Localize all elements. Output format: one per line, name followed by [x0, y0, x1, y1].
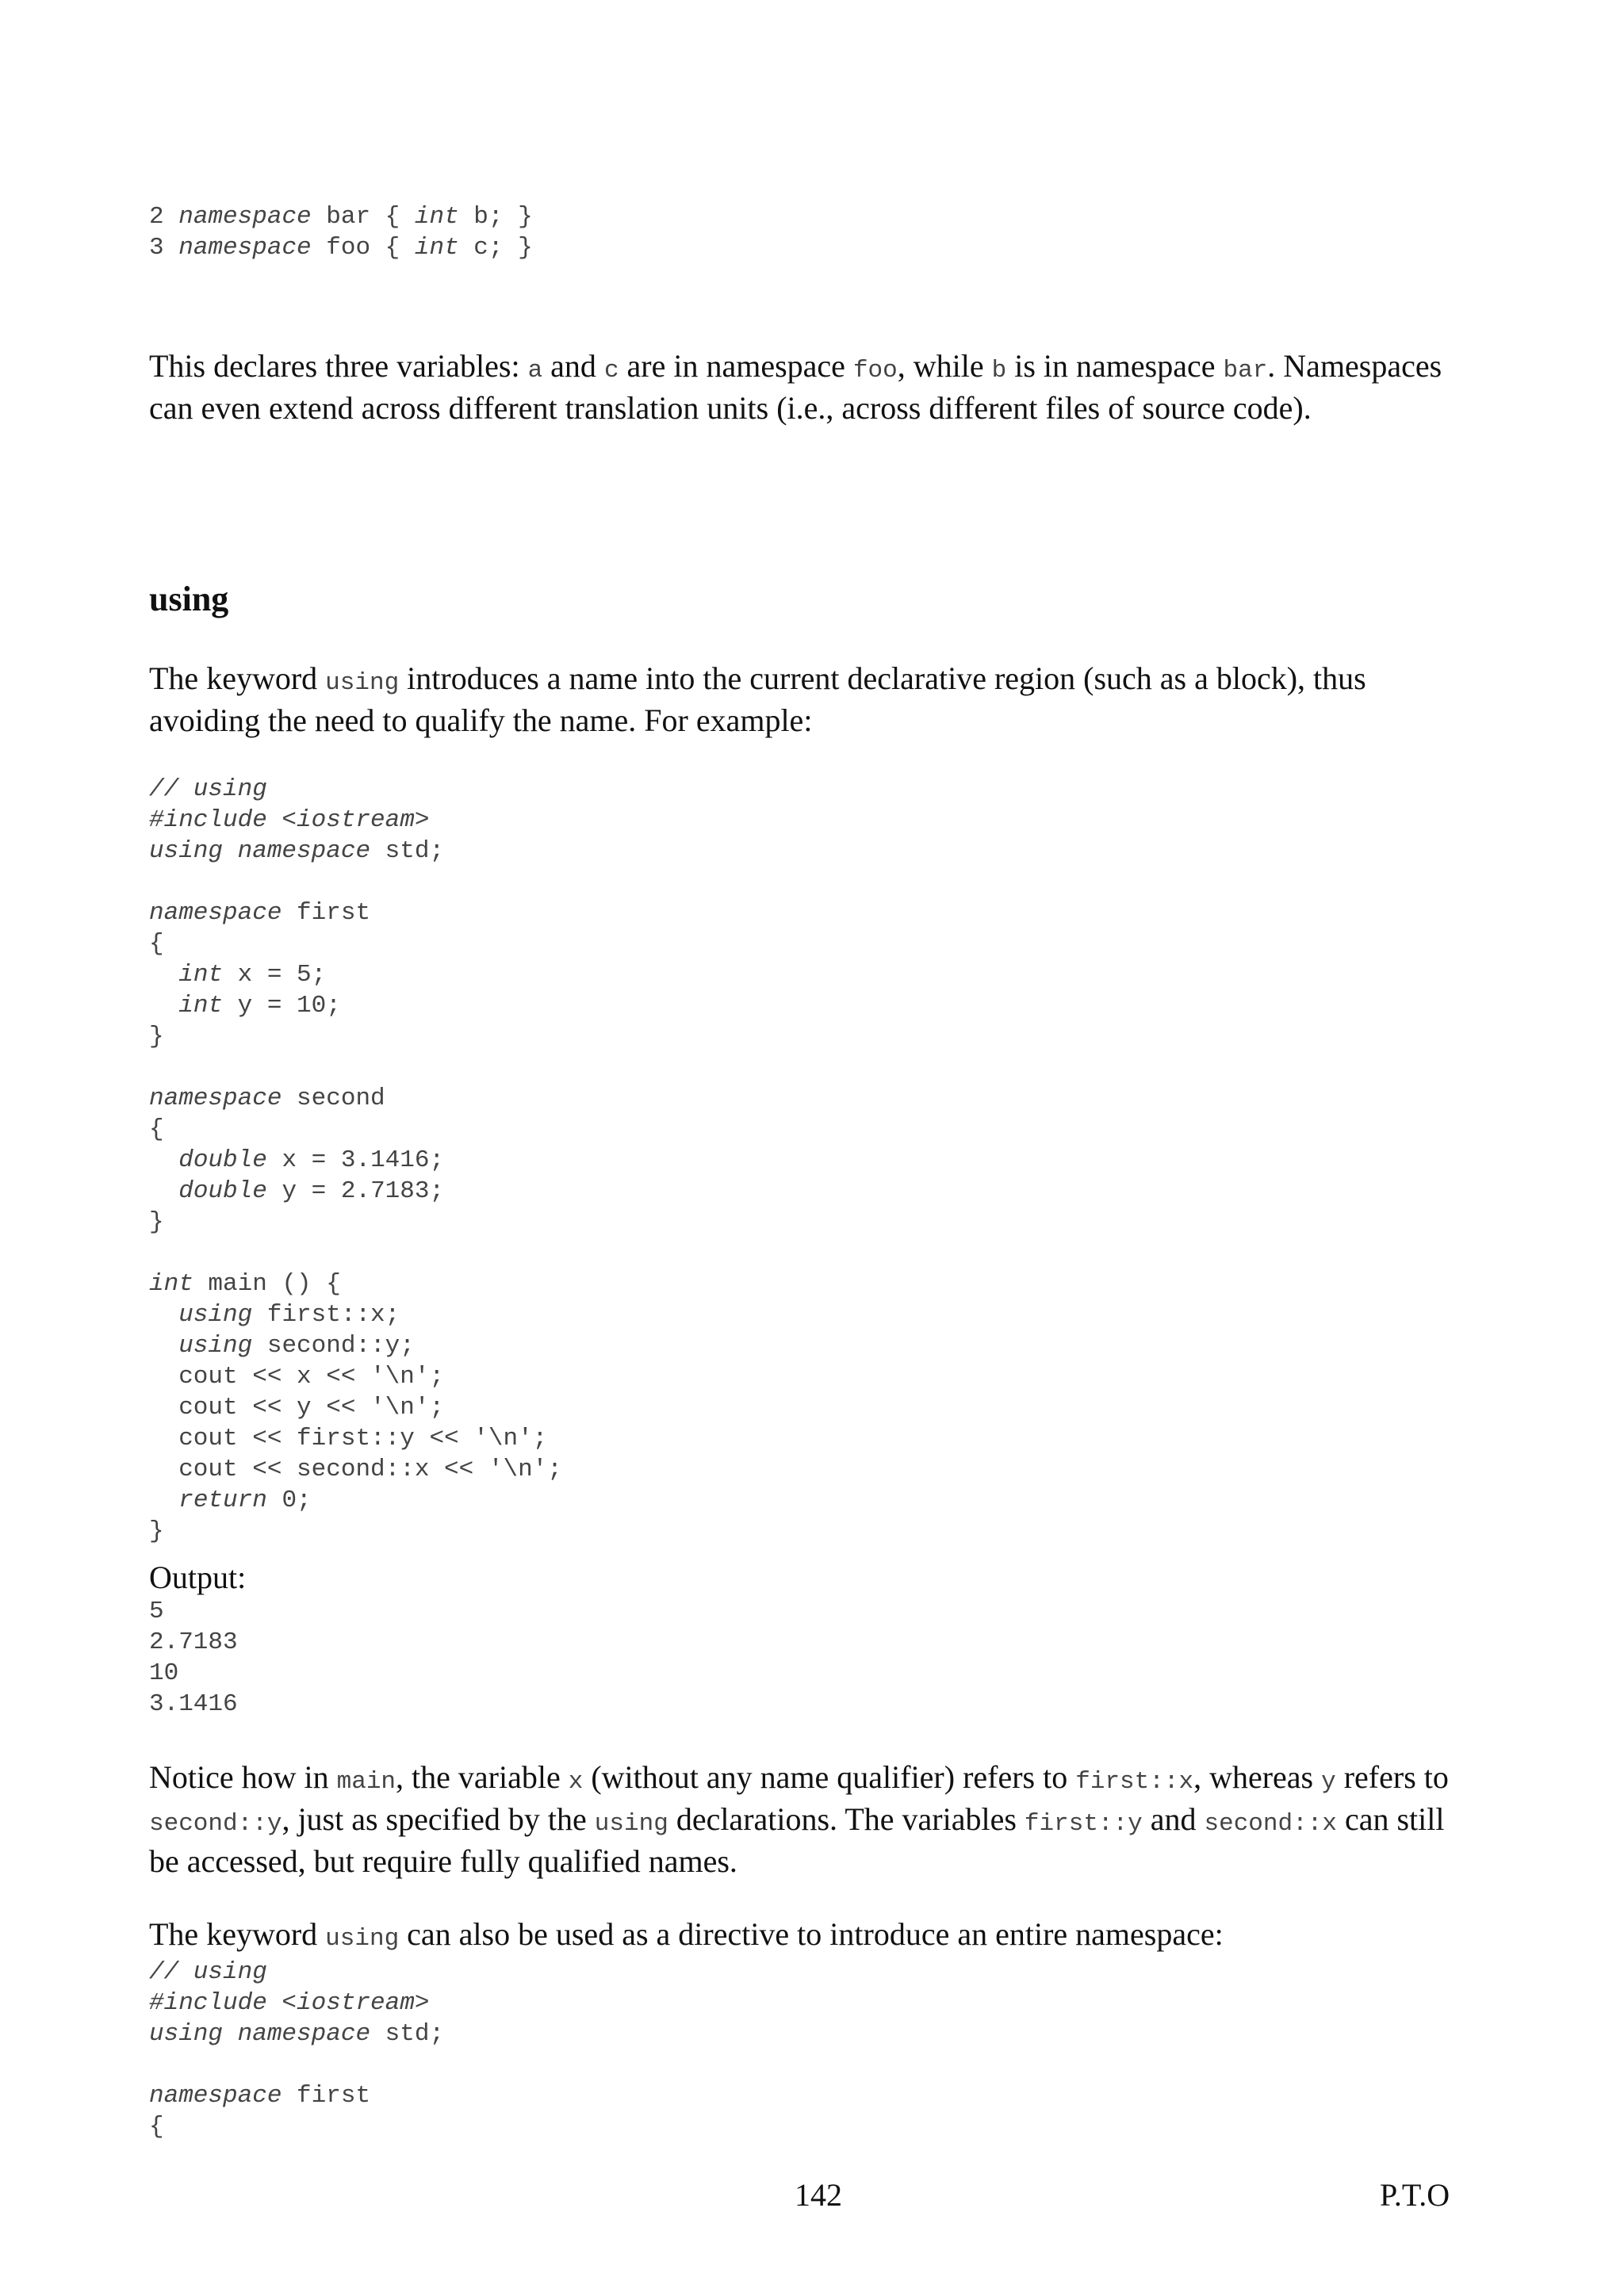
paragraph-namespaces: This declares three variables: a and c are in namespace foo, while b is in namespace bar. Namespaces can even extend across different translation units (i.e., across different files of source code). — [149, 348, 1442, 426]
code-example-using-directive — [149, 1957, 1465, 2142]
code-text: cout << first::y << '\n'; — [149, 1425, 548, 1452]
code-line — [149, 1299, 1465, 1330]
code-line — [149, 2019, 1465, 2049]
code-line — [149, 1021, 1465, 1052]
code-line — [149, 1361, 1465, 1392]
code-text: y = 2.7183; — [266, 1177, 445, 1205]
code-text: cout << y << '\n'; — [149, 1394, 445, 1422]
code-line — [149, 928, 1465, 959]
code-text: cout << second::x << '\n'; — [149, 1456, 562, 1483]
section-heading: using — [149, 580, 229, 618]
code-text: x = 5; — [223, 961, 327, 989]
code-line — [149, 990, 1465, 1021]
code-line — [149, 774, 1465, 805]
code-line — [149, 1176, 1465, 1207]
code-keyword: using — [178, 1301, 253, 1329]
code-keyword: using namespace — [149, 837, 371, 865]
code-line — [149, 1957, 1465, 1988]
paragraph-using-intro: The keyword using introduces a name into the current declarative region (such as a block), thus avoiding the need to qualify the name. For example: — [149, 660, 1366, 738]
code-text: first — [282, 899, 371, 927]
code-text: first::x; — [252, 1301, 400, 1329]
output-line: 2.7183 — [149, 1628, 238, 1656]
code-text — [149, 1146, 178, 1174]
paragraph-notice: Notice how in main, the variable x (without any name qualifier) refers to first::x, whereas y refers to second::y, just as specified by the using declarations. The variables first::y and second::x can still be accessed, but require fully qualified names. — [149, 1759, 1449, 1879]
code-line — [149, 1269, 1465, 1299]
code-example-using — [149, 774, 1465, 1547]
code-keyword: // using — [149, 1958, 267, 1986]
code-keyword: namespace — [149, 899, 282, 927]
output-lines — [149, 1596, 1465, 1720]
code-text: main () { — [193, 1270, 341, 1298]
code-line — [149, 1145, 1465, 1176]
code-line — [149, 897, 1465, 928]
output-section — [149, 1559, 1465, 1720]
code-keyword: int — [178, 961, 224, 989]
code-text: 0; — [266, 1487, 312, 1514]
code-keyword: namespace — [149, 1085, 282, 1112]
code-line — [149, 1207, 1465, 1238]
output-line: 10 — [149, 1659, 179, 1687]
code-keyword: int — [149, 1270, 193, 1298]
code-line — [149, 1485, 1465, 1516]
paragraph-using-directive: The keyword using can also be used as a directive to introduce an entire namespace: — [149, 1916, 1224, 1953]
code-keyword: double — [178, 1177, 267, 1205]
code-text: cout << x << '\n'; — [149, 1363, 445, 1391]
code-text: { — [149, 2113, 164, 2141]
code-line — [149, 1988, 1465, 2019]
code-line: 3 namespace foo { int c; } — [149, 234, 533, 262]
code-text: } — [149, 1023, 164, 1050]
output-line: 3.1416 — [149, 1690, 238, 1718]
code-text: second — [282, 1085, 385, 1112]
code-line — [149, 1083, 1465, 1114]
code-line — [149, 2080, 1465, 2111]
output-label: Output: — [149, 1559, 247, 1595]
code-line — [149, 1454, 1465, 1485]
code-keyword: // using — [149, 775, 267, 803]
code-text: } — [149, 1208, 164, 1236]
code-line — [149, 1052, 1465, 1083]
code-line: 2 namespace bar { int b; } — [149, 203, 533, 231]
code-keyword: namespace — [149, 2082, 282, 2110]
code-keyword: int — [178, 992, 224, 1020]
code-line — [149, 805, 1465, 836]
code-keyword: return — [178, 1487, 267, 1514]
code-keyword: #include <iostream> — [149, 806, 430, 834]
code-text: second::y; — [252, 1332, 415, 1360]
code-line — [149, 1330, 1465, 1361]
code-line — [149, 2049, 1465, 2080]
code-text: y = 10; — [223, 992, 341, 1020]
code-keyword: using namespace — [149, 2020, 371, 2048]
code-text: std; — [370, 837, 445, 865]
code-line — [149, 836, 1465, 867]
code-keyword: double — [178, 1146, 267, 1174]
code-text — [149, 961, 178, 989]
code-text: x = 3.1416; — [266, 1146, 445, 1174]
code-line — [149, 1114, 1465, 1145]
code-line — [149, 1516, 1465, 1547]
code-text: std; — [370, 2020, 445, 2048]
page-number: 142 — [795, 2177, 842, 2213]
code-line — [149, 1423, 1465, 1454]
code-line — [149, 1238, 1465, 1269]
code-text — [149, 992, 178, 1020]
code-keyword: #include <iostream> — [149, 1989, 430, 2017]
code-text: { — [149, 1115, 164, 1143]
code-text: { — [149, 930, 164, 958]
please-turn-over: P.T.O — [1380, 2177, 1450, 2213]
code-fragment-top — [149, 201, 1465, 263]
code-text: } — [149, 1517, 164, 1545]
code-text — [149, 1487, 178, 1514]
code-keyword: using — [178, 1332, 253, 1360]
code-line — [149, 1392, 1465, 1423]
code-text: first — [282, 2082, 371, 2110]
code-text — [149, 1301, 178, 1329]
code-line — [149, 2111, 1465, 2142]
code-line — [149, 867, 1465, 897]
code-text — [149, 1177, 178, 1205]
output-line: 5 — [149, 1598, 164, 1625]
code-text — [149, 1332, 178, 1360]
code-line — [149, 959, 1465, 990]
